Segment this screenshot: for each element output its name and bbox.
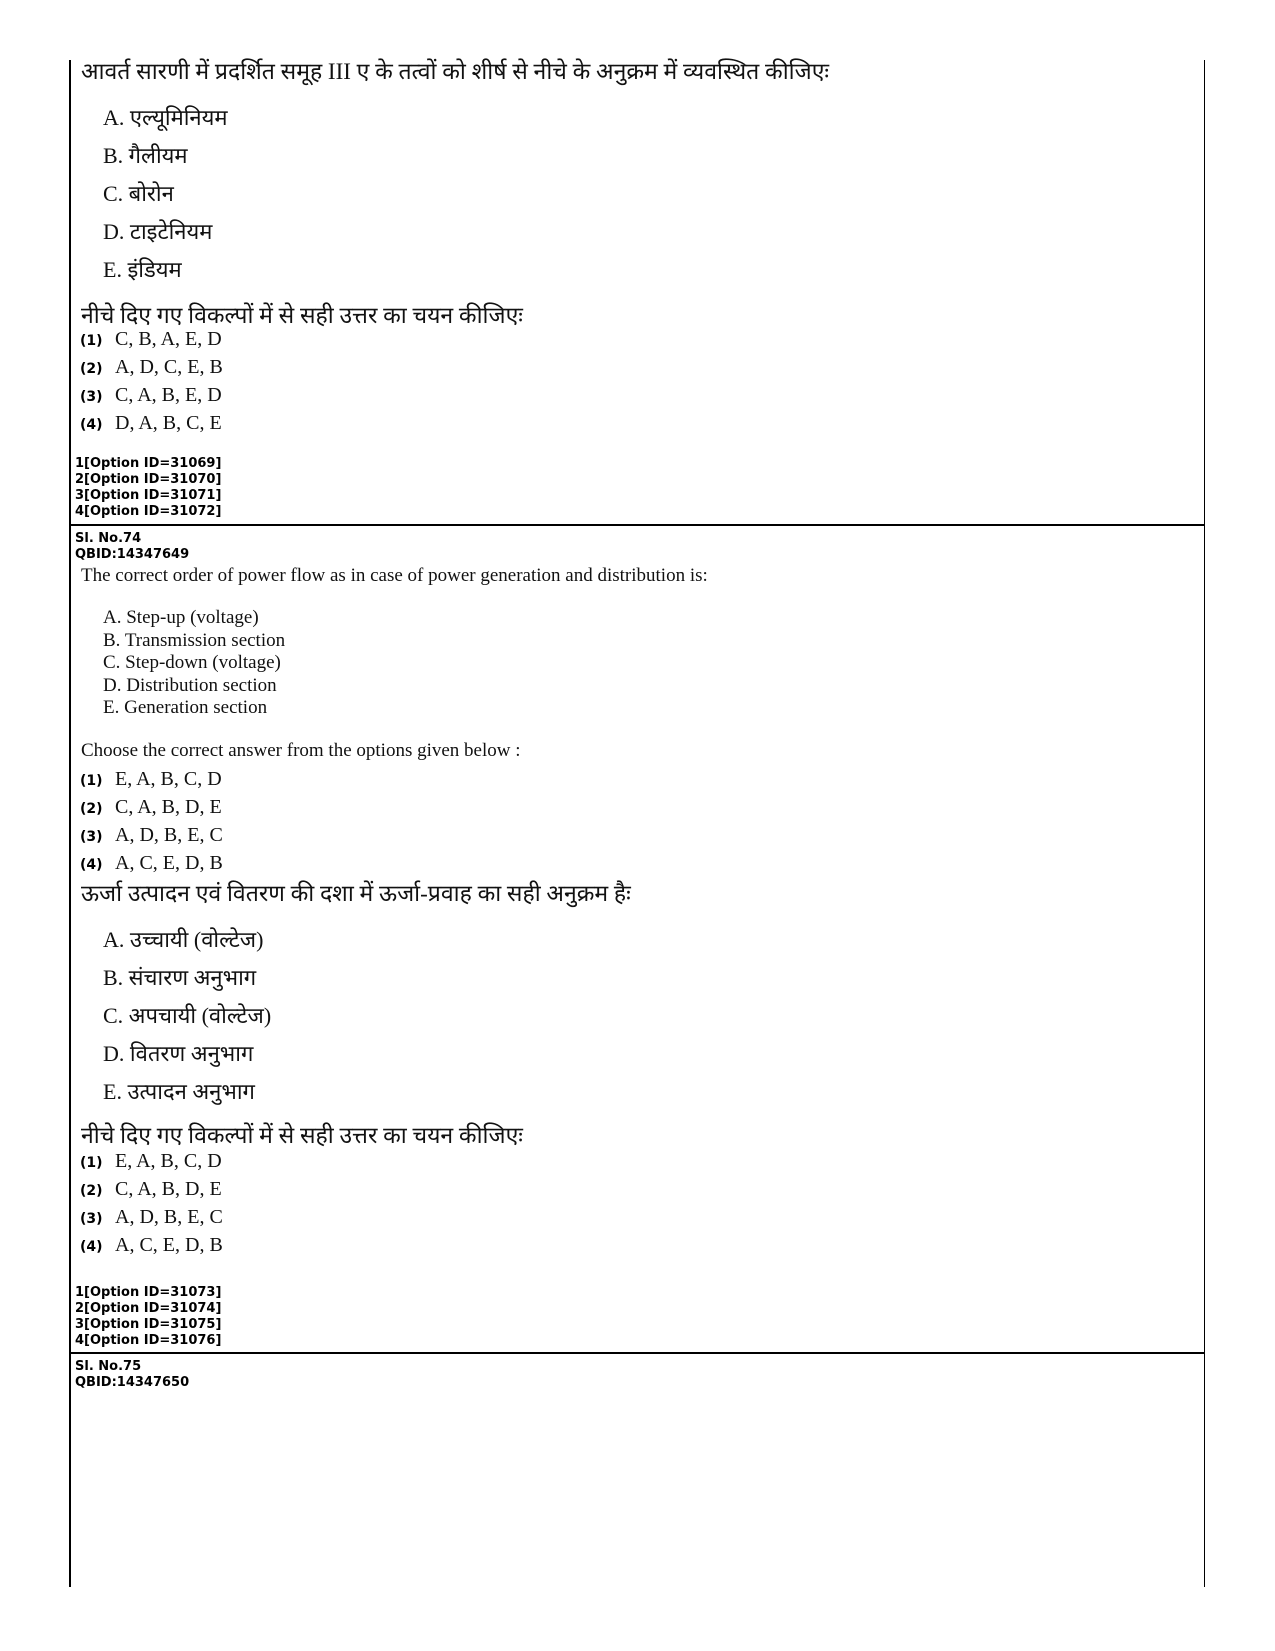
choose-instruction-hindi: नीचे दिए गए विकल्पों में से सही उत्तर का चयन कीजिएः bbox=[81, 303, 523, 328]
choose-instruction-english: Choose the correct answer from the options given below : bbox=[81, 740, 521, 761]
question-text-hindi: आवर्त सारणी में प्रदर्शित समूह III ए के तत्वों को शीर्ष से नीचे के अनुक्रम में व्यवस्थित कीजिएः bbox=[81, 59, 830, 84]
statement-item: A. एल्यूमिनियम bbox=[103, 105, 228, 130]
option-id-list bbox=[75, 1285, 221, 1349]
option-id: 3[Option ID=31071] bbox=[75, 488, 222, 503]
serial-number: Sl. No.75 bbox=[75, 1359, 142, 1374]
qbid: QBID:14347650 bbox=[75, 1375, 190, 1390]
question-paper-frame bbox=[69, 60, 1205, 1587]
option-text: C, A, B, D, E bbox=[115, 796, 222, 818]
option-number: (4) bbox=[80, 1239, 103, 1255]
option-number: (1) bbox=[80, 1155, 103, 1171]
option-id: 3[Option ID=31075] bbox=[75, 1317, 222, 1332]
option-text: C, B, A, E, D bbox=[115, 328, 222, 350]
statement-item: A. उच्चायी (वोल्टेज) bbox=[103, 927, 264, 952]
option-number: (3) bbox=[80, 389, 103, 405]
option-text: D, A, B, C, E bbox=[115, 412, 222, 434]
option-number: (3) bbox=[80, 1211, 103, 1227]
option-text: E, A, B, C, D bbox=[115, 768, 222, 790]
statement-item: B. गैलीयम bbox=[103, 143, 188, 168]
statement-item: D. Distribution section bbox=[103, 675, 277, 696]
statement-item: A. Step-up (voltage) bbox=[103, 607, 259, 628]
choose-instruction-hindi: नीचे दिए गए विकल्पों में से सही उत्तर का चयन कीजिएः bbox=[81, 1123, 523, 1148]
statement-item: C. Step-down (voltage) bbox=[103, 652, 281, 673]
statement-item: B. Transmission section bbox=[103, 630, 286, 651]
statement-item: E. Generation section bbox=[103, 697, 268, 718]
option-text: C, A, B, D, E bbox=[115, 1178, 222, 1200]
answer-option bbox=[80, 1206, 223, 1229]
option-number: (2) bbox=[80, 1183, 103, 1199]
answer-option bbox=[80, 852, 223, 875]
option-number: (3) bbox=[80, 829, 103, 845]
answer-option bbox=[80, 1178, 222, 1201]
qbid: QBID:14347649 bbox=[75, 547, 190, 562]
answer-option bbox=[80, 412, 222, 435]
question-header bbox=[75, 531, 189, 563]
question-text-hindi: ऊर्जा उत्पादन एवं वितरण की दशा में ऊर्जा-प्रवाह का सही अनुक्रम हैः bbox=[81, 881, 631, 906]
option-text: A, D, B, E, C bbox=[115, 1206, 223, 1228]
option-text: A, C, E, D, B bbox=[115, 852, 223, 874]
statement-item: D. टाइटेनियम bbox=[103, 219, 213, 244]
option-id: 2[Option ID=31074] bbox=[75, 1301, 222, 1316]
option-text: C, A, B, E, D bbox=[115, 384, 222, 406]
statement-item: E. इंडियम bbox=[103, 257, 182, 282]
answer-option bbox=[80, 824, 223, 847]
answer-option bbox=[80, 768, 222, 791]
option-id: 4[Option ID=31072] bbox=[75, 504, 222, 519]
answer-option bbox=[80, 328, 222, 351]
option-id-list bbox=[75, 456, 221, 520]
option-text: A, D, B, E, C bbox=[115, 824, 223, 846]
statement-item: E. उत्पादन अनुभाग bbox=[103, 1079, 255, 1104]
question-header bbox=[75, 1359, 189, 1391]
statement-item: B. संचारण अनुभाग bbox=[103, 965, 257, 990]
option-id: 1[Option ID=31073] bbox=[75, 1285, 222, 1300]
answer-option bbox=[80, 384, 222, 407]
question-73 bbox=[71, 60, 1204, 542]
statement-item: C. बोरोन bbox=[103, 181, 174, 206]
option-id: 1[Option ID=31069] bbox=[75, 456, 222, 471]
option-text: E, A, B, C, D bbox=[115, 1150, 222, 1172]
option-number: (1) bbox=[80, 773, 103, 789]
question-75 bbox=[71, 1354, 1204, 1587]
option-id: 2[Option ID=31070] bbox=[75, 472, 222, 487]
answer-option bbox=[80, 796, 222, 819]
option-text: A, C, E, D, B bbox=[115, 1234, 223, 1256]
option-number: (2) bbox=[80, 801, 103, 817]
answer-option bbox=[80, 1150, 222, 1173]
option-number: (1) bbox=[80, 333, 103, 349]
question-74 bbox=[71, 526, 1204, 1352]
option-number: (2) bbox=[80, 361, 103, 377]
answer-option bbox=[80, 1234, 223, 1257]
option-number: (4) bbox=[80, 857, 103, 873]
serial-number: Sl. No.74 bbox=[75, 531, 142, 546]
statement-item: C. अपचायी (वोल्टेज) bbox=[103, 1003, 272, 1028]
option-text: A, D, C, E, B bbox=[115, 356, 223, 378]
question-text-english: The correct order of power flow as in case of power generation and distribution is: bbox=[81, 565, 708, 586]
statement-item: D. वितरण अनुभाग bbox=[103, 1041, 254, 1066]
option-number: (4) bbox=[80, 417, 103, 433]
option-id: 4[Option ID=31076] bbox=[75, 1333, 222, 1348]
answer-option bbox=[80, 356, 223, 379]
